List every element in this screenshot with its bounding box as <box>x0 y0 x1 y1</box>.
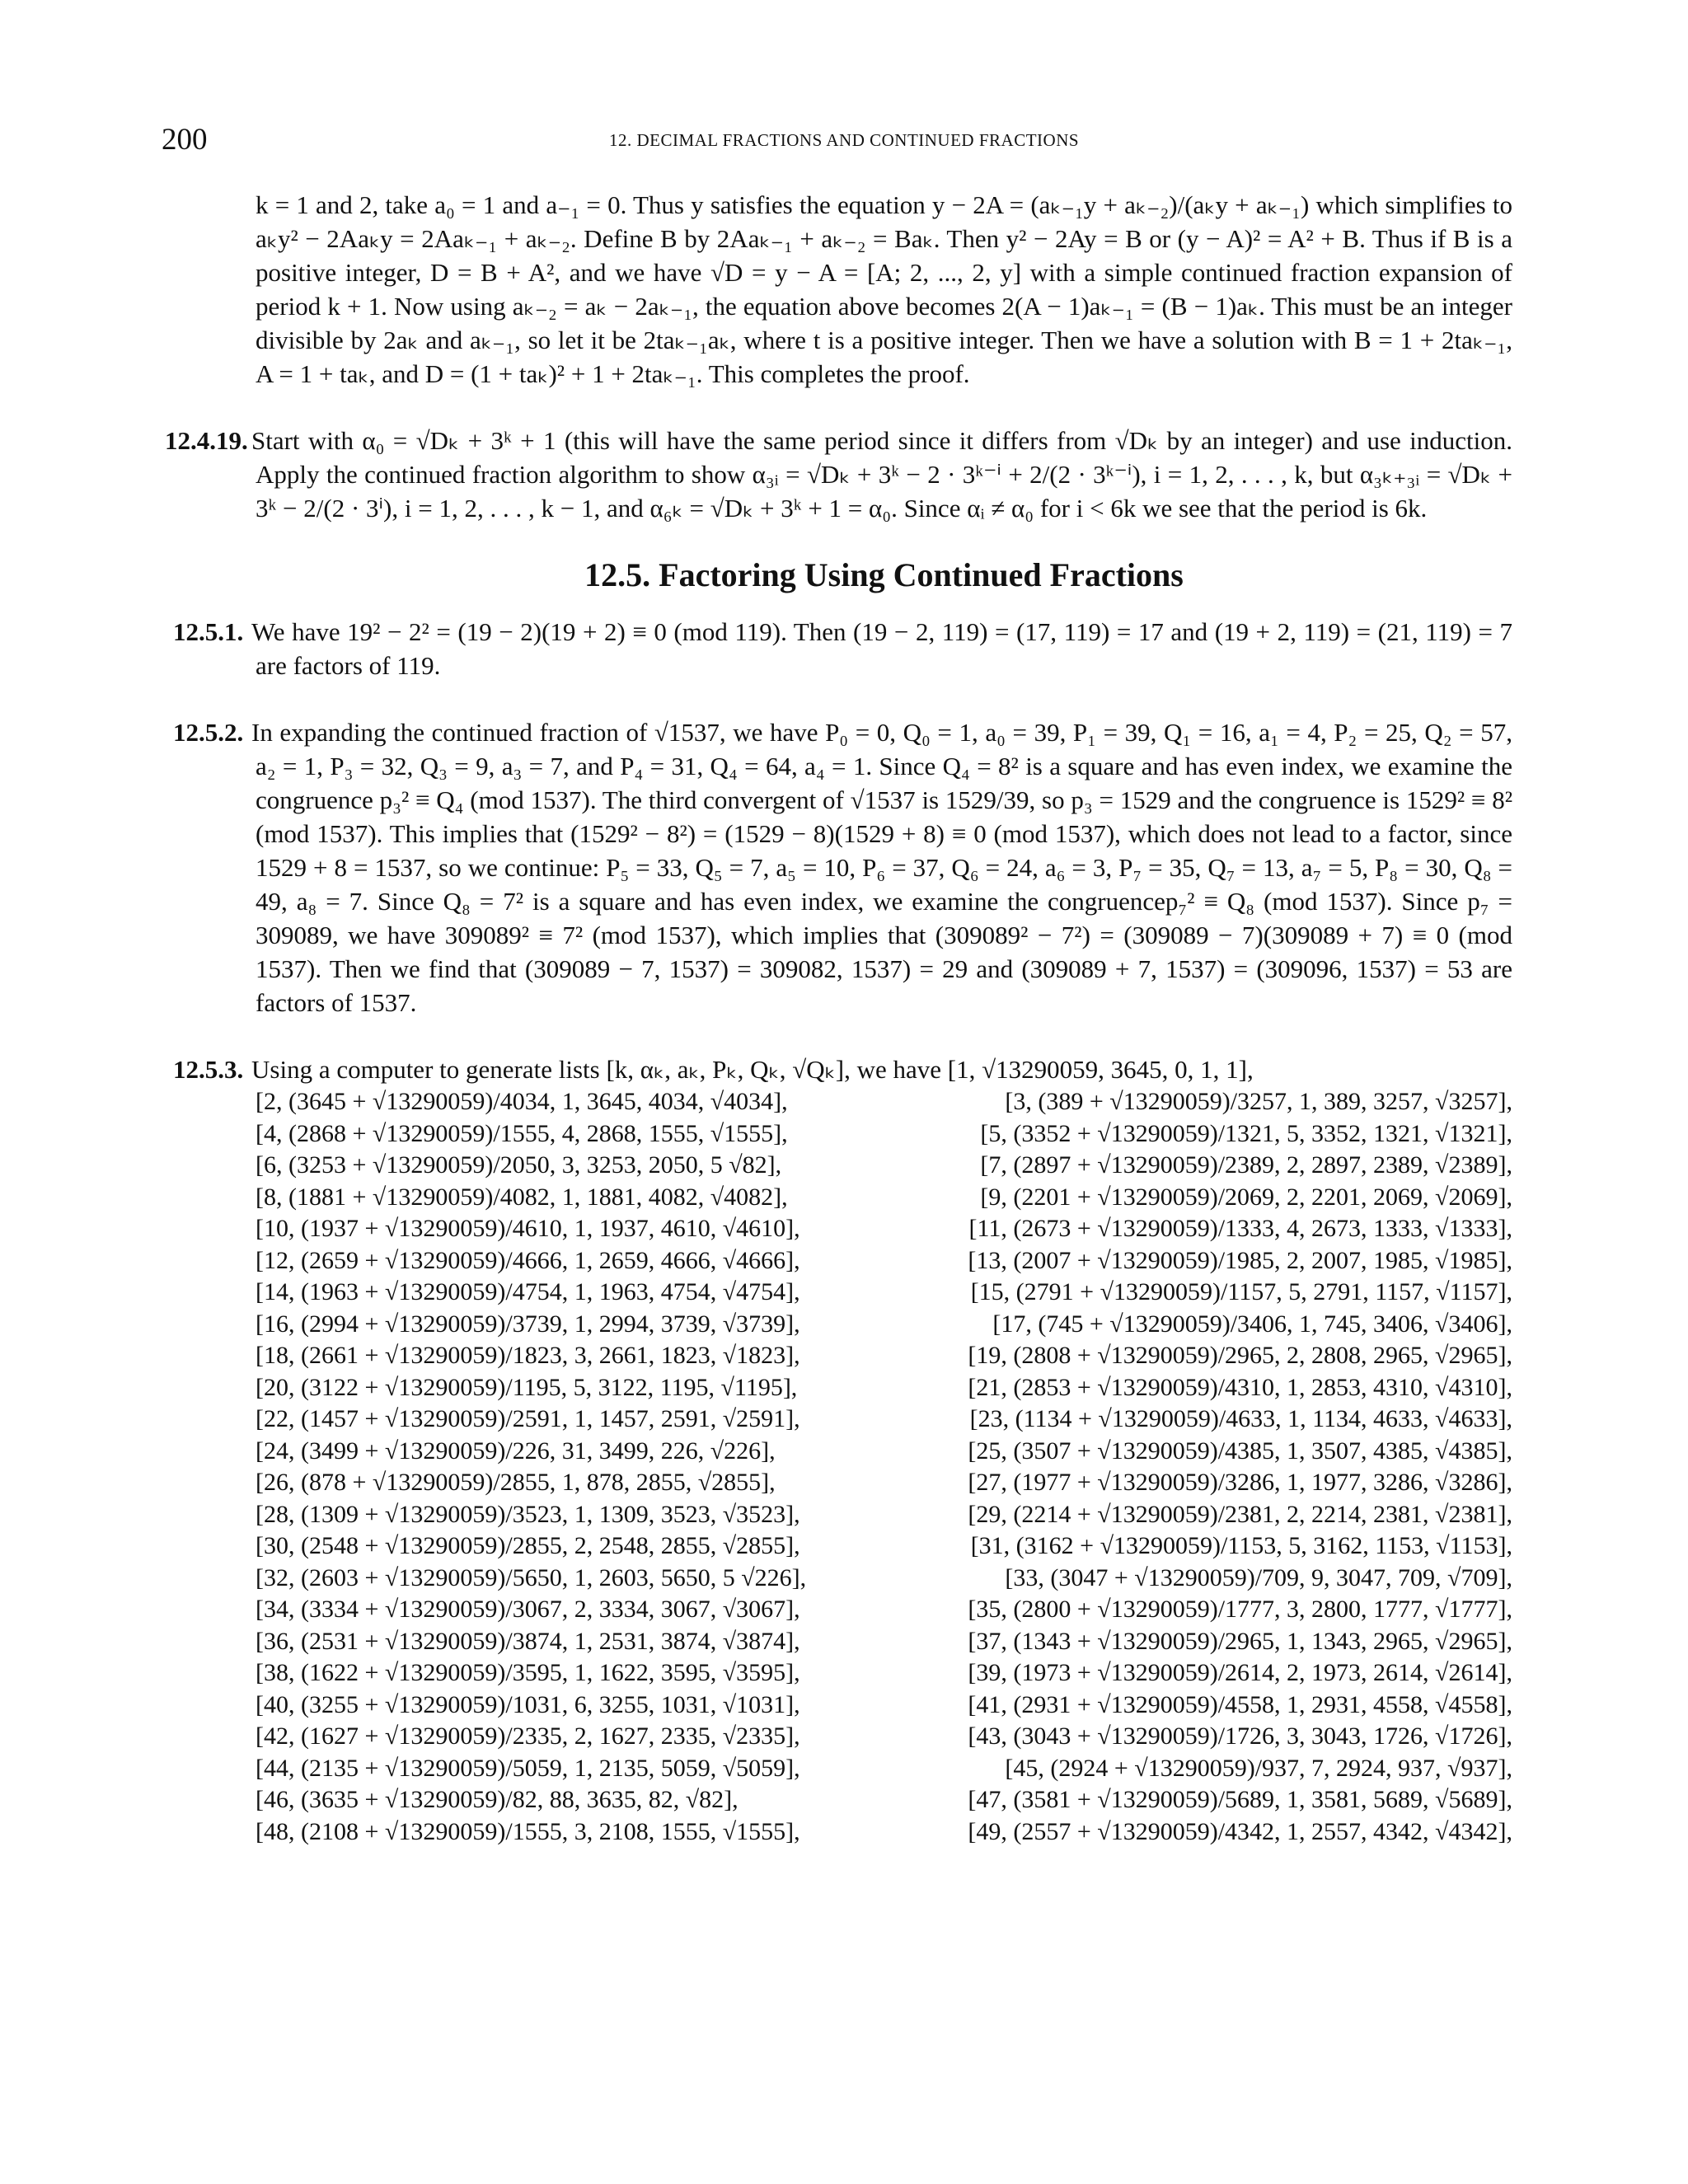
list-item: [15, (2791 + √13290059)/1157, 5, 2791, 1157, √1157], <box>970 1278 1512 1305</box>
exercise-12-5-2 <box>173 715 1512 1019</box>
continued-fraction-list <box>256 1086 1512 1848</box>
exercise-12-5-1 <box>173 615 1512 682</box>
list-item: [17, (745 + √13290059)/3406, 1, 745, 3406, √3406], <box>992 1310 1512 1338</box>
list-item: [29, (2214 + √13290059)/2381, 2, 2214, 2381, √2381], <box>968 1500 1512 1528</box>
exercise-number: 12.5.3. <box>173 1055 244 1084</box>
list-item: [27, (1977 + √13290059)/3286, 1, 1977, 3286, √3286], <box>968 1469 1512 1496</box>
list-item: [26, (878 + √13290059)/2855, 1, 878, 2855, √2855], <box>256 1469 776 1496</box>
list-item: [18, (2661 + √13290059)/1823, 3, 2661, 1823, √1823], <box>256 1342 800 1369</box>
intro-paragraph: k = 1 and 2, take a₀ = 1 and a₋₁ = 0. Thus y satisfies the equation y − 2A = (aₖ₋₁y + aₖ₋₂)/(aₖy + aₖ₋₁) which simplifies to aₖy² − 2Aaₖy = 2Aaₖ₋₁ + aₖ₋₂. Define B by 2Aaₖ₋₁ + aₖ₋₂ = Baₖ. Then y² − 2Ay = B or (y − A)² = A² + B. Thus if B is a positive integer, D = B + A², and we have √D = y − A = [A; 2, ..., 2, y] with a simple continued fraction expansion of period k + 1. Now using aₖ₋₂ = aₖ − 2aₖ₋₁, the equation above becomes 2(A − 1)aₖ₋₁ = (B − 1)aₖ. This must be an integer divisible by 2aₖ and aₖ₋₁, so let it be 2taₖ₋₁aₖ, where t is a positive integer. Then we have a solution with B = 1 + 2taₖ₋₁, A = 1 + taₖ, and D = (1 + taₖ)² + 1 + 2taₖ₋₁. This completes the proof. <box>256 190 1512 388</box>
list-item: [49, (2557 + √13290059)/4342, 1, 2557, 4342, √4342], <box>968 1817 1512 1845</box>
list-item: [22, (1457 + √13290059)/2591, 1, 1457, 2591, √2591], <box>256 1405 800 1432</box>
exercise-number: 12.5.1. <box>173 617 244 646</box>
list-item: [41, (2931 + √13290059)/4558, 1, 2931, 4558, √4558], <box>968 1690 1512 1718</box>
exercise-12-5-3 <box>173 1052 1512 1086</box>
exercise-number: 12.5.2. <box>173 718 244 747</box>
page-number: 200 <box>162 123 208 157</box>
list-item: [31, (3162 + √13290059)/1153, 5, 3162, 1153, √1153], <box>970 1532 1512 1559</box>
list-item: [30, (2548 + √13290059)/2855, 2, 2548, 2855, √2855], <box>256 1532 800 1559</box>
exercise-12-4-19 <box>165 424 1512 525</box>
list-item: [20, (3122 + √13290059)/1195, 5, 3122, 1195, √1195], <box>256 1373 798 1401</box>
exercise-text: Start with α₀ = √Dₖ + 3ᵏ + 1 (this will have the same period since it differs from √Dₖ by an integer) and use induction. Apply the continued fraction algorithm to show α₃ᵢ = √Dₖ + 3ᵏ − 2 · 3ᵏ⁻ⁱ + 2/(2 · 3ᵏ⁻ⁱ), i = 1, 2, . . . , k, but α₃ₖ₊₃ᵢ = √Dₖ + 3ᵏ − 2/(2 · 3ⁱ), i = 1, 2, . . . , k − 1, and α₆ₖ = √Dₖ + 3ᵏ + 1 = α₀. Since αᵢ ≠ α₀ for i < 6k we see that the period is 6k. <box>251 426 1512 523</box>
list-item: [34, (3334 + √13290059)/3067, 2, 3334, 3067, √3067], <box>256 1596 800 1623</box>
list-item: [47, (3581 + √13290059)/5689, 1, 3581, 5689, √5689], <box>968 1786 1512 1813</box>
list-item: [48, (2108 + √13290059)/1555, 3, 2108, 1555, √1555], <box>256 1817 800 1845</box>
exercise-number: 12.4.19. <box>165 426 248 455</box>
page-body <box>165 188 1512 1848</box>
list-item: [2, (3645 + √13290059)/4034, 1, 3645, 4034, √4034], <box>256 1088 788 1115</box>
list-item: [38, (1622 + √13290059)/3595, 1, 1622, 3595, √3595], <box>256 1659 800 1686</box>
list-item: [3, (389 + √13290059)/3257, 1, 389, 3257, √3257], <box>1005 1088 1512 1115</box>
list-item: [10, (1937 + √13290059)/4610, 1, 1937, 4610, √4610], <box>256 1215 800 1242</box>
list-item: [40, (3255 + √13290059)/1031, 6, 3255, 1031, √1031], <box>256 1690 800 1718</box>
list-item: [21, (2853 + √13290059)/4310, 1, 2853, 4310, √4310], <box>968 1373 1512 1401</box>
list-item: [8, (1881 + √13290059)/4082, 1, 1881, 4082, √4082], <box>256 1183 788 1211</box>
exercise-text: We have 19² − 2² = (19 − 2)(19 + 2) ≡ 0 (mod 119). Then (19 − 2, 119) = (17, 119) = 17 and (19 + 2, 119) = (21, 119) = 7 are factors of 119. <box>251 617 1512 680</box>
list-item: [12, (2659 + √13290059)/4666, 1, 2659, 4666, √4666], <box>256 1246 800 1274</box>
list-item: [23, (1134 + √13290059)/4633, 1, 1134, 4633, √4633], <box>969 1405 1512 1432</box>
list-item: [19, (2808 + √13290059)/2965, 2, 2808, 2965, √2965], <box>968 1342 1512 1369</box>
list-item: [44, (2135 + √13290059)/5059, 1, 2135, 5059, √5059], <box>256 1754 800 1782</box>
list-item: [13, (2007 + √13290059)/1985, 2, 2007, 1985, √1985], <box>968 1246 1512 1274</box>
list-item: [9, (2201 + √13290059)/2069, 2, 2201, 2069, √2069], <box>980 1183 1512 1211</box>
list-item: [33, (3047 + √13290059)/709, 9, 3047, 709, √709], <box>1005 1563 1512 1591</box>
list-item: [42, (1627 + √13290059)/2335, 2, 1627, 2335, √2335], <box>256 1722 800 1750</box>
list-item: [46, (3635 + √13290059)/82, 88, 3635, 82, √82], <box>256 1786 738 1813</box>
running-head: 12. DECIMAL FRACTIONS AND CONTINUED FRACTIONS <box>608 130 1080 150</box>
list-item: [5, (3352 + √13290059)/1321, 5, 3352, 1321, √1321], <box>980 1119 1512 1147</box>
list-item: [39, (1973 + √13290059)/2614, 2, 1973, 2614, √2614], <box>968 1659 1512 1686</box>
list-item: [37, (1343 + √13290059)/2965, 1, 1343, 2965, √2965], <box>968 1627 1512 1655</box>
list-item: [45, (2924 + √13290059)/937, 7, 2924, 937, √937], <box>1005 1754 1512 1782</box>
list-item: [25, (3507 + √13290059)/4385, 1, 3507, 4385, √4385], <box>968 1436 1512 1465</box>
list-item: [6, (3253 + √13290059)/2050, 3, 3253, 2050, 5 √82], <box>256 1151 782 1179</box>
list-item: [14, (1963 + √13290059)/4754, 1, 1963, 4754, √4754], <box>256 1278 800 1305</box>
list-item: [16, (2994 + √13290059)/3739, 1, 2994, 3739, √3739], <box>256 1310 800 1338</box>
section-title: 12.5. Factoring Using Continued Fractions <box>584 556 1184 593</box>
page-header <box>162 122 1526 160</box>
list-item: [36, (2531 + √13290059)/3874, 1, 2531, 3874, √3874], <box>256 1627 800 1655</box>
list-item: [24, (3499 + √13290059)/226, 31, 3499, 226, √226], <box>256 1436 776 1465</box>
list-item: [4, (2868 + √13290059)/1555, 4, 2868, 1555, √1555], <box>256 1119 788 1147</box>
list-item: [35, (2800 + √13290059)/1777, 3, 2800, 1777, √1777], <box>968 1596 1512 1623</box>
list-item: [32, (2603 + √13290059)/5650, 1, 2603, 5650, 5 √226], <box>256 1563 807 1591</box>
list-item: [28, (1309 + √13290059)/3523, 1, 1309, 3523, √3523], <box>256 1500 800 1528</box>
list-item: [11, (2673 + √13290059)/1333, 4, 2673, 1333, √1333], <box>968 1215 1512 1242</box>
list-item: [43, (3043 + √13290059)/1726, 3, 3043, 1726, √1726], <box>968 1722 1512 1750</box>
exercise-text: In expanding the continued fraction of √1537, we have P₀ = 0, Q₀ = 1, a₀ = 39, P₁ = 39, Q₁ = 16, a₁ = 4, P₂ = 25, Q₂ = 57, a₂ = 1, P₃ = 32, Q₃ = 9, a₃ = 7, and P₄ = 31, Q₄ = 64, a₄ = 1. Since Q₄ = 8² is a square and has even index, we examine the congruence p₃² ≡ Q₄ (mod 1537). The third convergent of √1537 is 1529/39, so p₃ = 1529 and the congruence is 1529² ≡ 8² (mod 1537). This implies that (1529² − 8²) = (1529 − 8)(1529 + 8) ≡ 0 (mod 1537), which does not lead to a factor, since 1529 + 8 = 1537, so we continue: P₅ = 33, Q₅ = 7, a₅ = 10, P₆ = 37, Q₆ = 24, a₆ = 3, P₇ = 35, Q₇ = 13, a₇ = 5, P₈ = 30, Q₈ = 49, a₈ = 7. Since Q₈ = 7² is a square and has even index, we examine the congruencep₇² ≡ Q₈ (mod 1537). Since p₇ = 309089, we have 309089² ≡ 7² (mod 1537), which implies that (309089² − 7²) = (309089 − 7)(309089 + 7) ≡ 0 (mod 1537). Then we find that (309089 − 7, 1537) = 309082, 1537) = 29 and (309089 + 7, 1537) = (309096, 1537) = 53 are factors of 1537. <box>251 718 1512 1017</box>
exercise-text: Using a computer to generate lists [k, αₖ, aₖ, Pₖ, Qₖ, √Qₖ], we have [1, √13290059, 3645, 0, 1, 1], <box>251 1055 1254 1084</box>
list-item: [7, (2897 + √13290059)/2389, 2, 2897, 2389, √2389], <box>980 1151 1512 1179</box>
